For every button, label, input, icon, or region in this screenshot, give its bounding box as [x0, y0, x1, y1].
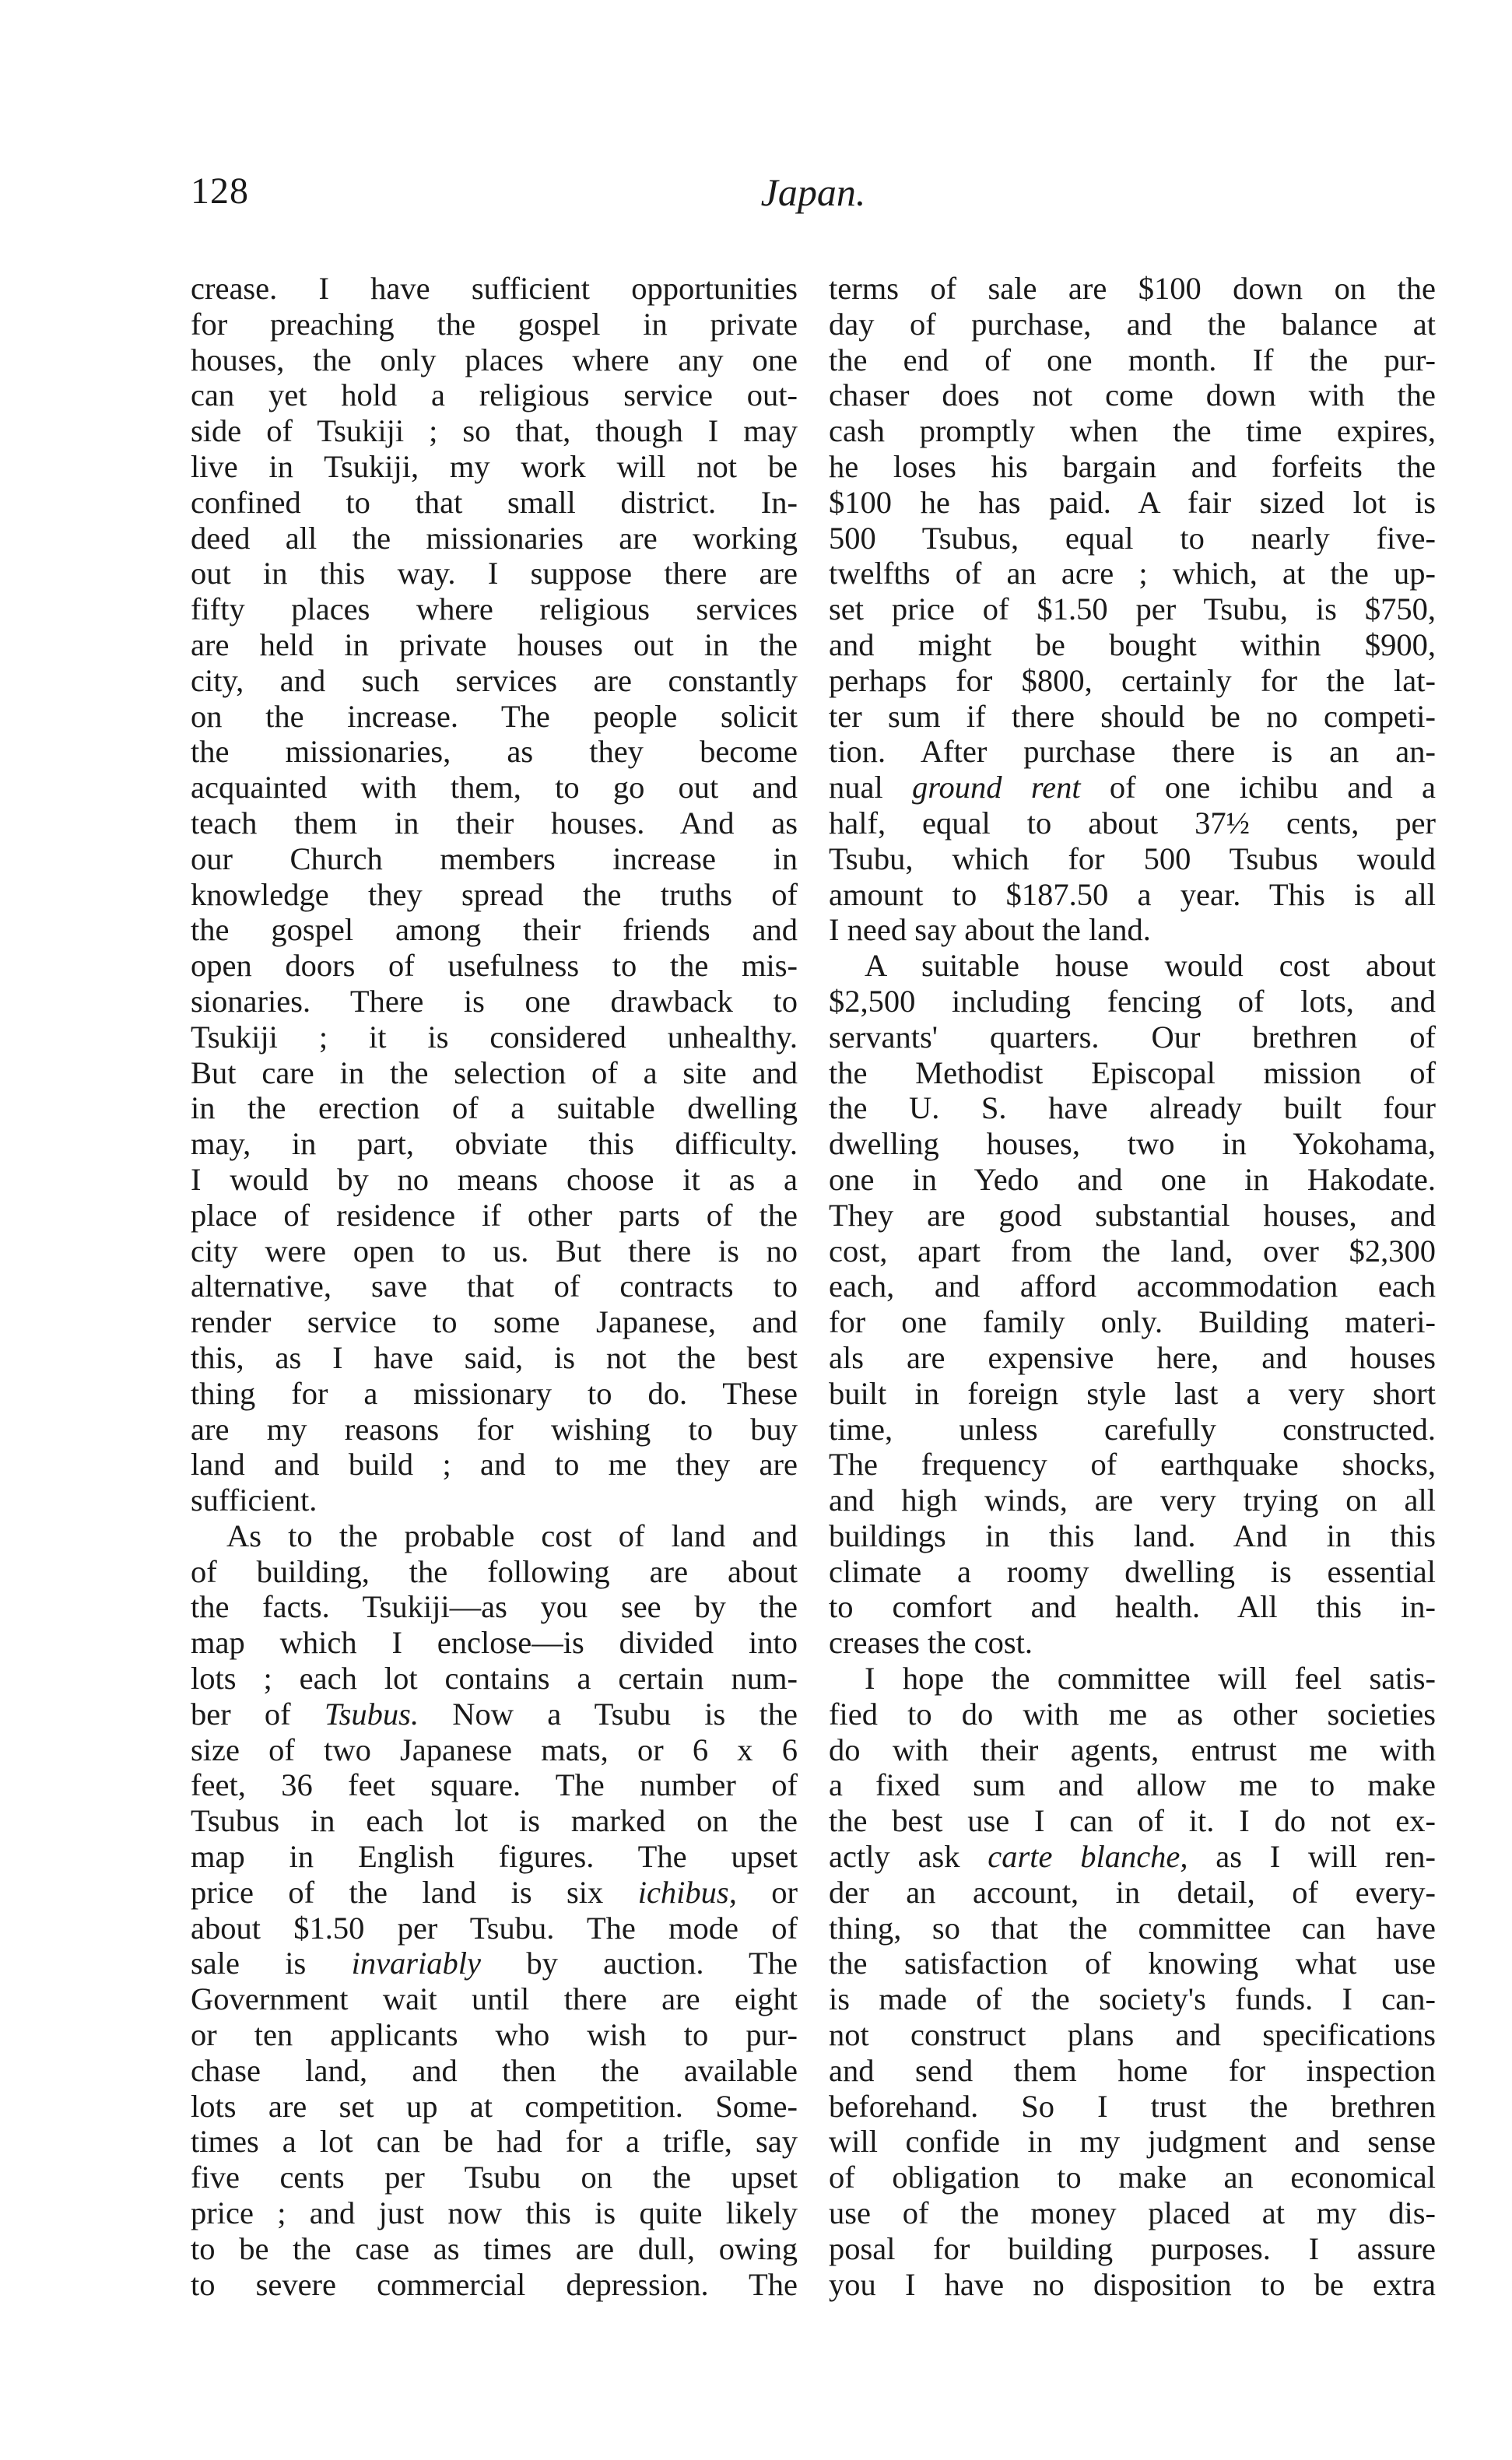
- text-line: der an account, in detail, of every-: [829, 1874, 1436, 1910]
- text-line: of obligation to make an economical: [829, 2160, 1436, 2195]
- text-line: beforehand. So I trust the brethren: [829, 2088, 1436, 2124]
- italic-term: ichibus,: [637, 1874, 737, 1910]
- text-line: are held in private houses out in the: [191, 626, 798, 662]
- text-line: As to the probable cost of land and: [226, 1518, 798, 1553]
- text-line: servants' quarters. Our brethren of: [829, 1019, 1436, 1055]
- text-line: each, and afford accommodation each: [829, 1269, 1436, 1304]
- text-fragment: of one ichibu and a: [1080, 770, 1436, 805]
- text-line: are my reasons for wishing to buy: [191, 1411, 798, 1447]
- text-line: cost, apart from the land, over $2,300: [829, 1233, 1436, 1269]
- text-line: the U. S. have already built four: [829, 1090, 1436, 1126]
- text-line: for one family only. Building materi-: [829, 1304, 1436, 1340]
- text-line: $2,500 including fencing of lots, and: [829, 983, 1436, 1019]
- text-line: of building, the following are about: [191, 1553, 798, 1589]
- text-line: chase land, and then the available: [191, 2052, 798, 2088]
- text-line: chaser does not come down with the: [829, 377, 1436, 413]
- text-line: 500 Tsubus, equal to nearly five-: [829, 520, 1436, 556]
- page-number: 128: [191, 170, 249, 212]
- text-line: price ; and just now this is quite likely: [191, 2195, 798, 2231]
- page-header: [191, 170, 1436, 232]
- text-line: will confide in my judgment and sense: [829, 2124, 1436, 2160]
- text-line: Tsubus in each lot is marked on the: [191, 1803, 798, 1839]
- italic-term: Tsubus.: [324, 1696, 419, 1732]
- text-line: five cents per Tsubu on the upset: [191, 2160, 798, 2195]
- text-line: built in foreign style last a very short: [829, 1375, 1436, 1411]
- left-column: [191, 271, 798, 2302]
- text-line: size of two Japanese mats, or 6 x 6: [191, 1732, 798, 1767]
- text-line: But care in the selection of a site and: [191, 1055, 798, 1090]
- text-line: feet, 36 feet square. The number of: [191, 1767, 798, 1803]
- text-line: is made of the society's funds. I can-: [829, 1981, 1436, 2017]
- text-line: city were open to us. But there is no: [191, 1233, 798, 1269]
- text-line: knowledge they spread the truths of: [191, 876, 798, 912]
- italic-term: carte blanche,: [988, 1839, 1188, 1875]
- text-line: half, equal to about 37½ cents, per: [829, 805, 1436, 840]
- text-fragment: actly ask: [829, 1839, 988, 1875]
- text-line: the facts. Tsukiji—as you see by the: [191, 1589, 798, 1625]
- text-line: map in English figures. The upset: [191, 1839, 798, 1875]
- text-line: this, as I have said, is not the best: [191, 1339, 798, 1375]
- text-line: creases the cost.: [829, 1625, 1033, 1661]
- text-fragment: ber of: [191, 1696, 325, 1732]
- text-line: the gospel among their friends and: [191, 912, 798, 948]
- text-fragment: by auction. The: [481, 1946, 798, 1981]
- text-line: [191, 1946, 798, 1981]
- text-line: times a lot can be had for a trifle, say: [191, 2124, 798, 2160]
- text-line: I need say about the land.: [829, 912, 1151, 948]
- text-line: the end of one month. If the pur-: [829, 342, 1436, 377]
- right-column: [829, 271, 1436, 2302]
- text-line: land and build ; and to me they are: [191, 1447, 798, 1483]
- text-line: als are expensive here, and houses: [829, 1339, 1436, 1375]
- text-line: Tsukiji ; it is considered unhealthy.: [191, 1019, 798, 1055]
- running-title: Japan.: [760, 170, 866, 214]
- text-line: buildings in this land. And in this: [829, 1518, 1436, 1553]
- text-line: map which I enclose—is divided into: [191, 1625, 798, 1661]
- text-fragment: nual: [829, 770, 913, 805]
- text-fragment: or: [736, 1874, 798, 1910]
- text-line: fied to do with me as other societies: [829, 1696, 1436, 1732]
- text-line: lots are set up at competition. Some-: [191, 2088, 798, 2124]
- text-fragment: as I will ren-: [1187, 1839, 1436, 1875]
- text-line: to be the case as times are dull, owing: [191, 2230, 798, 2266]
- text-line: ter sum if there should be no competi-: [829, 698, 1436, 734]
- text-line: the Methodist Episcopal mission of: [829, 1055, 1436, 1090]
- text-line: fifty places where religious services: [191, 591, 798, 627]
- text-line: use of the money placed at my dis-: [829, 2195, 1436, 2231]
- text-line: Government wait until there are eight: [191, 1981, 798, 2017]
- text-line: acquainted with them, to go out and: [191, 770, 798, 805]
- text-line: A suitable house would cost about: [865, 948, 1436, 984]
- text-line: houses, the only places where any one: [191, 342, 798, 377]
- text-line: place of residence if other parts of the: [191, 1197, 798, 1233]
- text-line: our Church members increase in: [191, 840, 798, 876]
- text-line: in the erection of a suitable dwelling: [191, 1090, 798, 1126]
- text-line: for preaching the gospel in private: [191, 306, 798, 342]
- text-line: open doors of usefulness to the mis-: [191, 948, 798, 984]
- text-line: lots ; each lot contains a certain num-: [191, 1661, 798, 1697]
- text-line: dwelling houses, two in Yokohama,: [829, 1126, 1436, 1162]
- text-line: perhaps for $800, certainly for the lat-: [829, 662, 1436, 698]
- text-line: not construct plans and specifications: [829, 2017, 1436, 2053]
- text-line: sufficient.: [191, 1483, 317, 1518]
- text-line: deed all the missionaries are working: [191, 520, 798, 556]
- text-line: and high winds, are very trying on all: [829, 1483, 1436, 1518]
- text-line: They are good substantial houses, and: [829, 1197, 1436, 1233]
- text-line: Tsubu, which for 500 Tsubus would: [829, 840, 1436, 876]
- text-line: may, in part, obviate this difficulty.: [191, 1126, 798, 1162]
- text-line: set price of $1.50 per Tsubu, is $750,: [829, 591, 1436, 627]
- text-line: twelfths of an acre ; which, at the up-: [829, 556, 1436, 591]
- text-line: sionaries. There is one drawback to: [191, 983, 798, 1019]
- text-line: about $1.50 per Tsubu. The mode of: [191, 1910, 798, 1946]
- text-line: alternative, save that of contracts to: [191, 1269, 798, 1304]
- text-line: [829, 1839, 1436, 1875]
- text-line: do with their agents, entrust me with: [829, 1732, 1436, 1767]
- text-line: one in Yedo and one in Hakodate.: [829, 1161, 1436, 1197]
- text-line: confined to that small district. In-: [191, 484, 798, 520]
- text-line: crease. I have sufficient opportunities: [191, 271, 798, 306]
- text-line: the best use I can of it. I do not ex-: [829, 1803, 1436, 1839]
- italic-term: ground rent: [912, 770, 1081, 805]
- text-line: The frequency of earthquake shocks,: [829, 1447, 1436, 1483]
- text-line: side of Tsukiji ; so that, though I may: [191, 413, 798, 449]
- text-line: out in this way. I suppose there are: [191, 556, 798, 591]
- text-line: [191, 1875, 798, 1911]
- text-line: I hope the committee will feel satis-: [865, 1661, 1436, 1697]
- text-line: render service to some Japanese, and: [191, 1304, 798, 1340]
- italic-term: invariably: [351, 1946, 482, 1981]
- text-line: to severe commercial depression. The: [191, 2266, 798, 2302]
- text-line: thing for a missionary to do. These: [191, 1375, 798, 1411]
- text-line: teach them in their houses. And as: [191, 805, 798, 840]
- text-fragment: Now a Tsubu is the: [419, 1696, 798, 1732]
- text-line: tion. After purchase there is an an-: [829, 734, 1436, 770]
- text-line: a fixed sum and allow me to make: [829, 1767, 1436, 1803]
- text-line: climate a roomy dwelling is essential: [829, 1553, 1436, 1589]
- text-line: amount to $187.50 a year. This is all: [829, 876, 1436, 912]
- text-line: the satisfaction of knowing what use: [829, 1946, 1436, 1981]
- text-line: city, and such services are constantly: [191, 662, 798, 698]
- text-line: on the increase. The people solicit: [191, 698, 798, 734]
- text-line: [191, 1697, 798, 1732]
- text-line: can yet hold a religious service out-: [191, 377, 798, 413]
- text-line: [829, 770, 1436, 805]
- text-line: thing, so that the committee can have: [829, 1910, 1436, 1946]
- text-fragment: price of the land is six: [191, 1874, 638, 1910]
- text-line: terms of sale are $100 down on the: [829, 271, 1436, 306]
- text-line: posal for building purposes. I assure: [829, 2230, 1436, 2266]
- text-line: day of purchase, and the balance at: [829, 306, 1436, 342]
- text-line: live in Tsukiji, my work will not be: [191, 448, 798, 484]
- text-line: $100 he has paid. A fair sized lot is: [829, 484, 1436, 520]
- text-line: he loses his bargain and forfeits the: [829, 448, 1436, 484]
- text-line: time, unless carefully constructed.: [829, 1411, 1436, 1447]
- text-line: you I have no disposition to be extra: [829, 2266, 1436, 2302]
- text-line: or ten applicants who wish to pur-: [191, 2017, 798, 2053]
- text-fragment: sale is: [191, 1946, 352, 1981]
- text-line: the missionaries, as they become: [191, 734, 798, 770]
- text-line: and send them home for inspection: [829, 2052, 1436, 2088]
- text-line: I would by no means choose it as a: [191, 1161, 798, 1197]
- text-line: to comfort and health. All this in-: [829, 1589, 1436, 1625]
- text-line: cash promptly when the time expires,: [829, 413, 1436, 449]
- text-line: and might be bought within $900,: [829, 626, 1436, 662]
